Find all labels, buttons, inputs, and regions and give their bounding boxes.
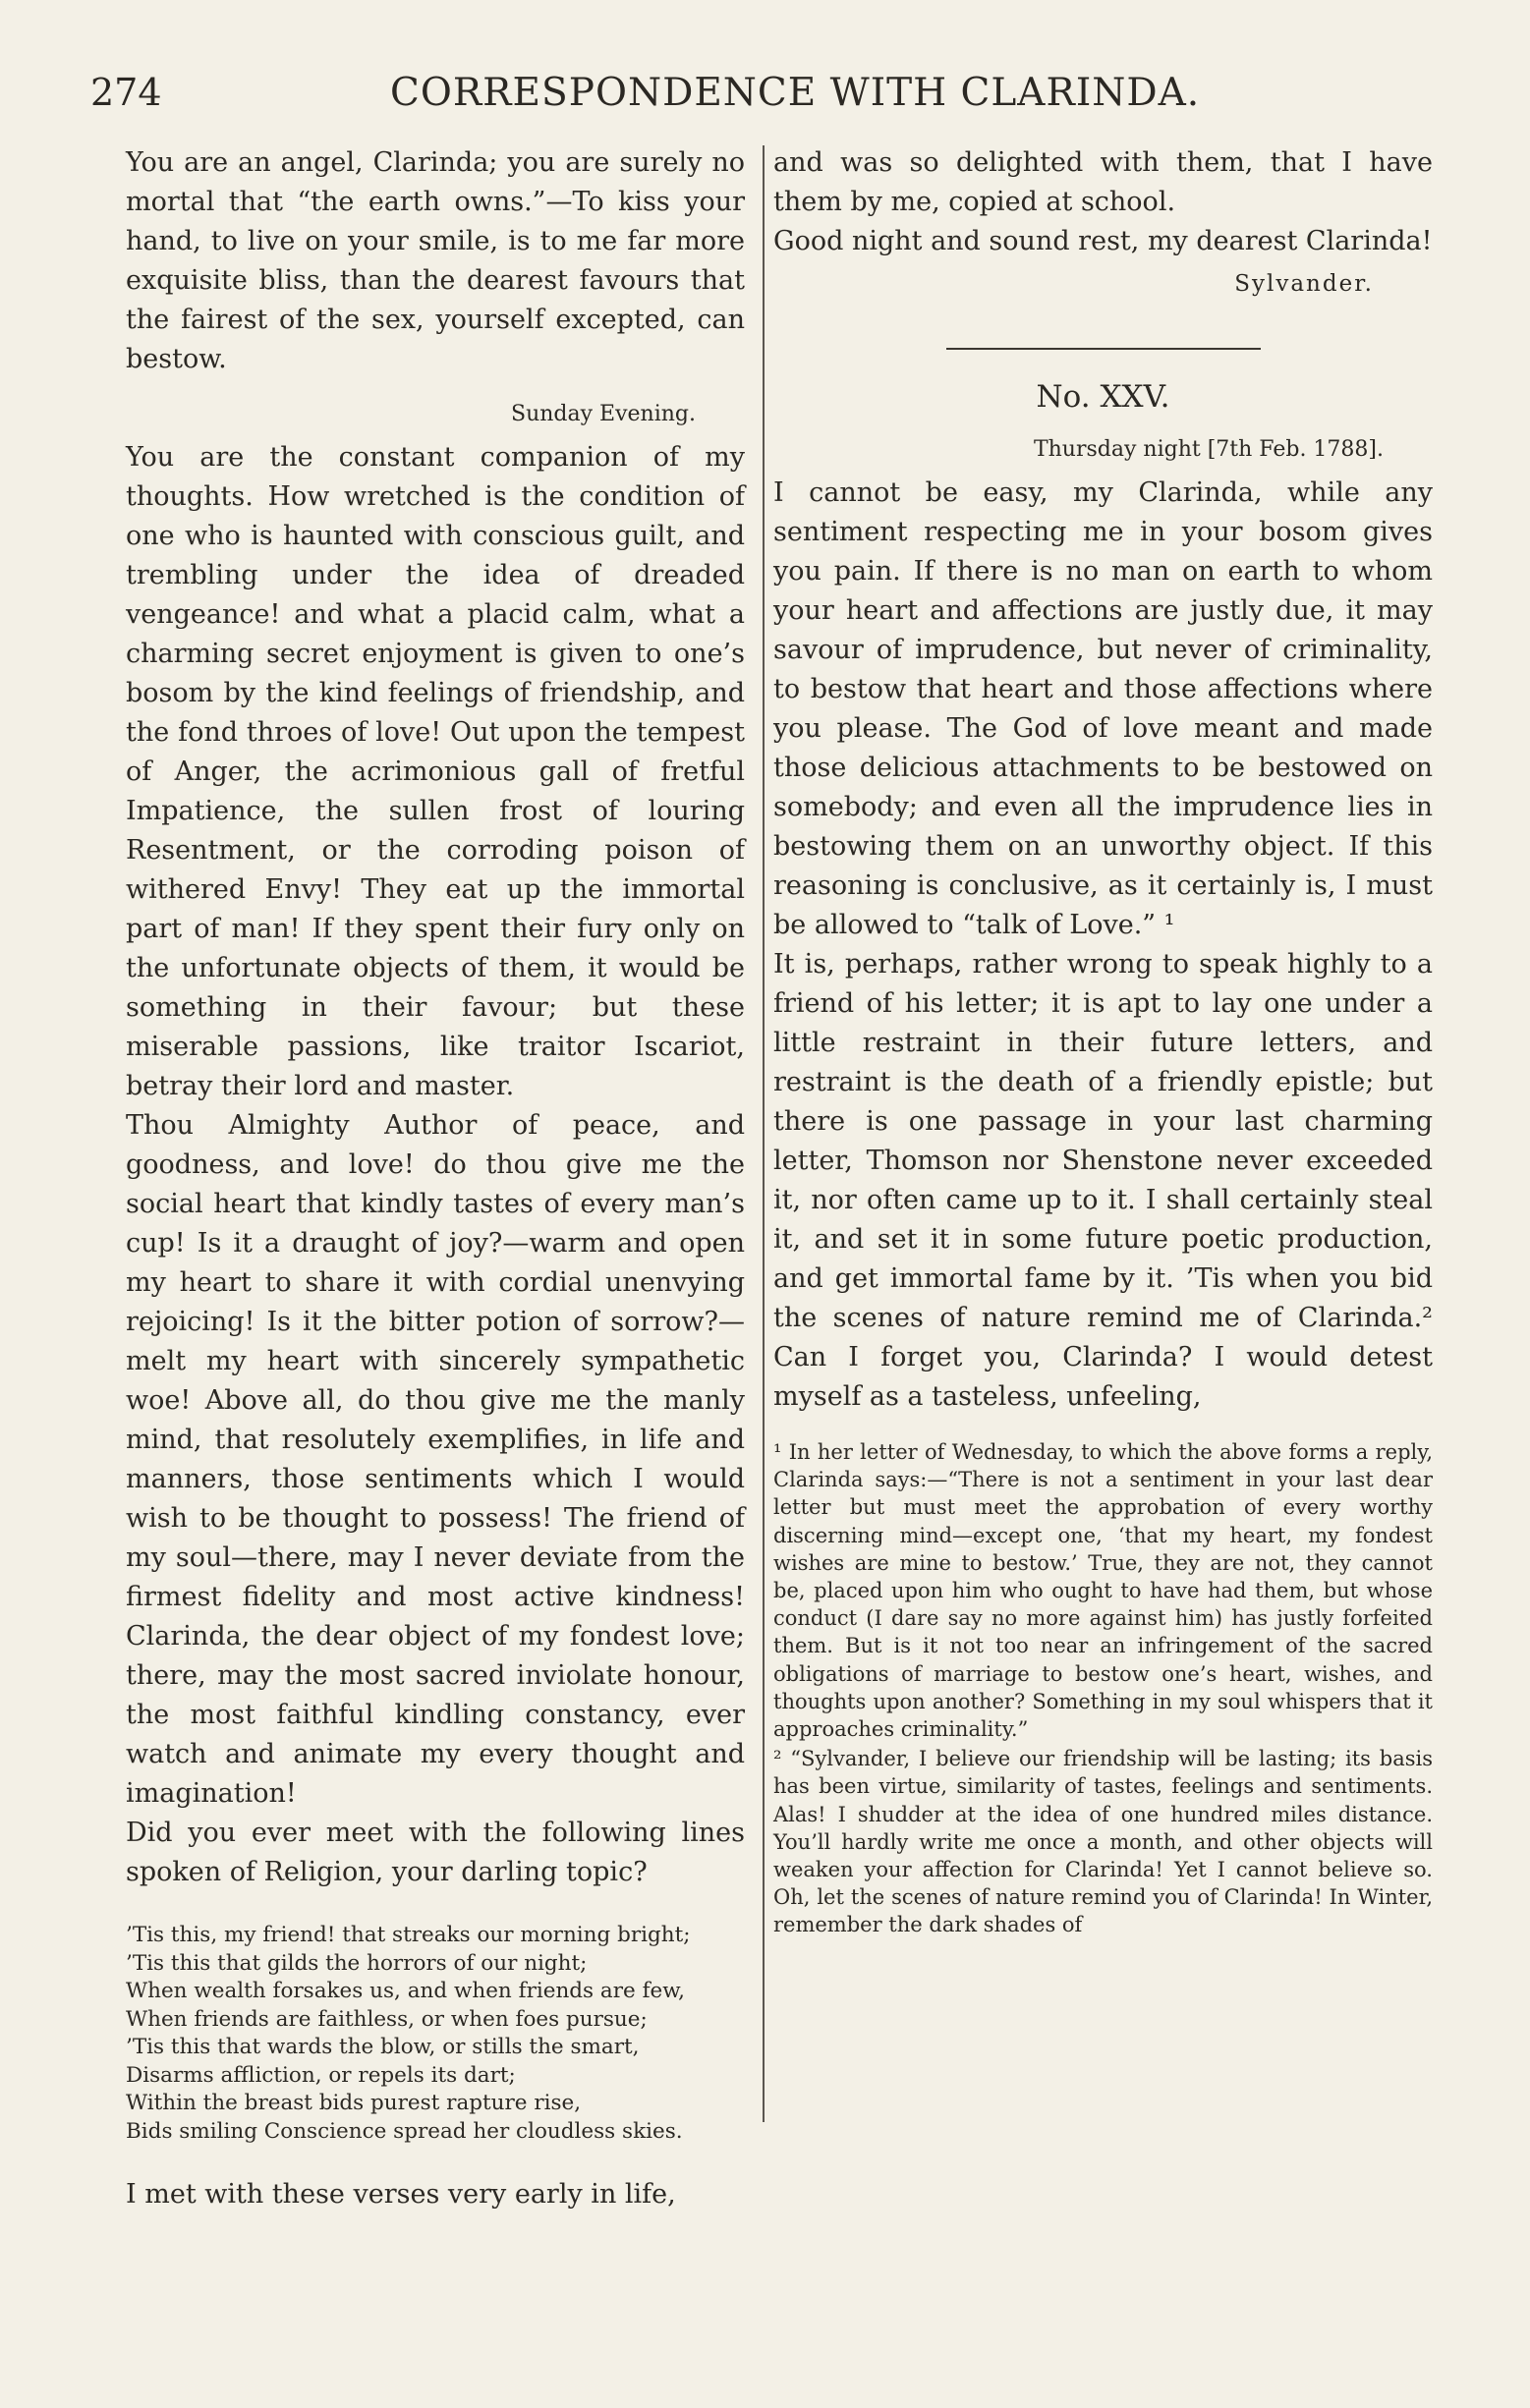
poem-line: Disarms affliction, or repels its dart; <box>126 2062 516 2088</box>
paragraph: Good night and sound rest, my dearest Clarinda! <box>773 226 1433 256</box>
poem <box>126 1922 745 2146</box>
footnotes <box>773 1438 1433 1939</box>
paragraph: I cannot be easy, my Clarinda, while any sentiment respecting me in your bosom gives you pain. If there is no man on earth to whom your heart and affections are justly due, it may savour of imprudence, but never of criminality, to bestow that heart and those affections where you please. The God of love meant and made those delicious attachments to be bestowed on somebody; and even all the imprudence lies in bestowing them on an unworthy object. If this reasoning is conclusive, as it certainly is, I must be allowed to “talk of Love.” ¹ <box>773 477 1433 940</box>
paragraph: I met with these verses very early in life, <box>126 2179 676 2210</box>
page-number: 274 <box>90 71 162 114</box>
paragraph: Did you ever meet with the following lines spoken of Religion, your darling topic? <box>126 1818 745 1887</box>
footnote: ² “Sylvander, I believe our friendship will be lasting; its basis has been virtue, similarity of tastes, feelings and sentiments. Alas! I shudder at the idea of one hundred miles distance. You’ll hardly write me once a month, and other objects will weaken your affection for Clarinda! Yet I cannot believe so. Oh, let the scenes of nature remind you of Clarinda! In Winter, remember the dark shades of <box>773 1747 1433 1937</box>
column-divider <box>763 145 765 2122</box>
right-column <box>773 143 1433 1939</box>
running-title: CORRESPONDENCE WITH CLARINDA. <box>390 71 1201 115</box>
dateline: Sunday Evening. <box>511 402 696 426</box>
poem-line: When wealth forsakes us, and when friends are few, <box>126 1979 685 2003</box>
poem-line: When friends are faithless, or when foes pursue; <box>126 2006 648 2032</box>
poem-line: Within the breast bids purest rapture rise, <box>126 2091 582 2115</box>
left-column <box>126 143 745 2214</box>
poem-line: Bids smiling Conscience spread her cloudless skies. <box>126 2118 683 2144</box>
poem-line: ’Tis this that gilds the horrors of our night; <box>126 1950 588 1976</box>
paragraph: It is, perhaps, rather wrong to speak highly to a friend of his letter; it is apt to lay one under a little restraint in their future letters, and restraint is the death of a friendly epistle; but there is one passage in your last charming letter, Thomson nor Shenstone never exceeded it, nor often came up to it. I shall certainly steal it, and set it in some future poetic production, and get immortal fame by it. ’Tis when you bid the scenes of nature remind me of Clarinda.² Can I forget you, Clarinda? I would detest myself as a tasteless, unfeeling, <box>773 949 1433 1412</box>
poem-line: ’Tis this that wards the blow, or stills the smart, <box>126 2035 640 2059</box>
poem-line: ’Tis this, my friend! that streaks our morning bright; <box>126 1923 691 1947</box>
signature: Sylvander. <box>1234 271 1374 297</box>
dateline: Thursday night [7th Feb. 1788]. <box>1033 437 1384 462</box>
page-header <box>90 71 1442 130</box>
paragraph: and was so delighted with them, that I have them by me, copied at school. <box>773 147 1433 217</box>
paragraph: You are an angel, Clarinda; you are surely no mortal that “the earth owns.”—To kiss your hand, to live on your smile, is to me far more exquisite bliss, than the dearest favours that the fairest of the sex, yourself excepted, can bestow. <box>126 147 745 374</box>
footnote: ¹ In her letter of Wednesday, to which the above forms a reply, Clarinda says:—“There is not a sentiment in your last dear letter but must meet the approbation of every worthy discerning mind—except one, ‘that my heart, my fondest wishes are mine to bestow.’ True, they are not, they cannot be, placed upon him who ought to have had them, but whose conduct (I dare say no more against him) has justly forfeited them. But is it not too near an infringement of the sacred obligations of marriage to bestow one’s heart, wishes, and thoughts upon another? Something in my soul whispers that it approaches criminality.” <box>773 1440 1433 1742</box>
letter-number: No. XXV. <box>1036 379 1170 415</box>
paragraph: You are the constant companion of my thoughts. How wretched is the condition of one who is haunted with conscious guilt, and trembling under the idea of dreaded vengeance! and what a placid calm, what a charming secret enjoyment is given to one’s bosom by the kind feelings of friendship, and the fond throes of love! Out upon the tempest of Anger, the acrimonious gall of fretful Impatience, the sullen frost of louring Resentment, or the corroding poison of withered Envy! They eat up the immortal part of man! If they spent their fury only on the unfortunate objects of them, it would be something in their favour; but these miserable passions, like traitor Iscariot, betray their lord and master. <box>126 442 745 1101</box>
paragraph: Thou Almighty Author of peace, and goodness, and love! do thou give me the social heart that kindly tastes of every man’s cup! Is it a draught of joy?—warm and open my heart to share it with cordial unenvying rejoicing! Is it the bitter potion of sorrow?—melt my heart with sincerely sympathetic woe! Above all, do thou give me the manly mind, that resolutely exemplifies, in life and manners, those sentiments which I would wish to be thought to possess! The friend of my soul—there, may I never deviate from the firmest fidelity and most active kindness! Clarinda, the dear object of my fondest love; there, may the most sacred inviolate honour, the most faithful kindling constancy, ever watch and animate my every thought and imagination! <box>126 1110 745 1809</box>
section-rule <box>946 348 1261 350</box>
